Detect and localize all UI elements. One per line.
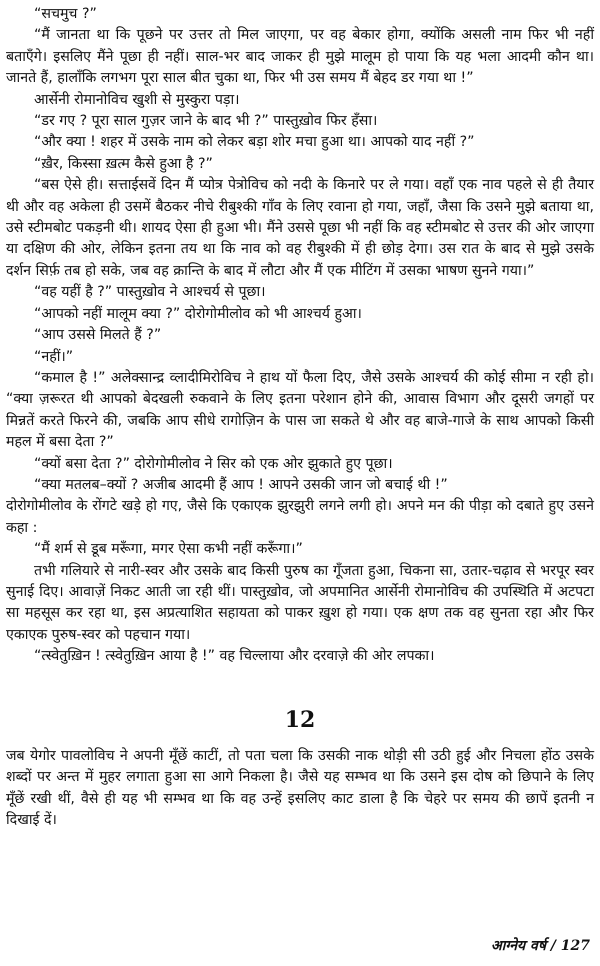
paragraph: “सचमुच ?” <box>34 6 97 22</box>
paragraph: “आपको नहीं मालूम क्या ?” दोरोगोमीलोव को भी आश्चर्य हुआ। <box>34 305 362 322</box>
paragraph: “आप उससे मिलते हैं ?” <box>34 327 162 344</box>
page-body <box>6 4 594 832</box>
paragraph: तभी गलियारे से नारी-स्वर और उसके बाद किसी पुरुष का गूँजता हुआ, चिकना सा, उतार-चढ़ाव से भरपूर स्वर सुनाई दिए। आवाज़ें निकट आती जा रही थीं। पास्तुख़ोव, जो अपमानित आर्सेनी रोमानोविच की उपस्थिति में अटपटा सा महसूस कर रहा था, इस अप्रत्याशित सहायता को पाकर ख़ुश हो गया। एक क्षण तक वह सुनता रहा और फिर एकाएक पुरुष-स्वर को पहचान गया। <box>6 562 594 643</box>
paragraph: “ख़ैर, किस्सा ख़त्म कैसे हुआ है ?” <box>34 155 213 172</box>
paragraph: “क्यों बसा देता ?” दोरोगोमीलोव ने सिर को एक ओर झुकाते हुए पूछा। <box>34 455 393 472</box>
paragraph: “और क्या ! शहर में उसके नाम को लेकर बड़ा शोर मचा हुआ था। आपको याद नहीं ?” <box>34 134 475 151</box>
paragraph: “डर गए ? पूरा साल गुज़र जाने के बाद भी ?” पास्तुख़ोव फिर हँसा। <box>34 113 378 130</box>
page-footer: आग्नेय वर्ष / 127 <box>491 938 590 954</box>
paragraph: आर्सेनी रोमानोविच खुशी से मुस्कुरा पड़ा। <box>34 91 240 108</box>
main-text <box>6 4 594 668</box>
chapter-text <box>6 746 594 832</box>
paragraph: जब येगोर पावलोविच ने अपनी मूँछें काटीं, तो पता चला कि उसकी नाक थोड़ी सी उठी हुई और निचला होंठ उसके शब्दों पर अन्त में मुहर लगाता हुआ सा आगे निकला है। जैसे यह सम्भव था कि उसने इस दोष को छिपाने के लिए मूँछें रखी थीं, वैसे ही यह भी सम्भव था कि वह उन्हें इसलिए काट डाला है कि चेहरे पर समय की छापें इतनी न दिखाई दें। <box>6 747 594 829</box>
paragraph: “कमाल है !” अलेक्सान्द्र व्लादीमिरोविच ने हाथ यों फैला दिए, जैसे उसके आश्चर्य की कोई सीमा न रही हो। “क्या ज़रूरत थी आपको बेदखली रुकवाने के लिए इतना परेशान होने की, आवास विभाग और दूसरी जगहों पर मिन्नतें करते फिरने की, जबकि आप सीधे रागोज़िन के पास जा सकते थे और वह बाजे-गाजे के साथ आपको किसी महल में बसा देता ?” <box>6 369 594 451</box>
paragraph: दोरोगोमीलोव के रोंगटे खड़े हो गए, जैसे कि एकाएक झुरझुरी लगने लगी हो। अपने मन की पीड़ा को दबाते हुए उसने कहा : <box>6 498 594 536</box>
paragraph: “त्स्वेतुख़िन ! त्स्वेतुख़िन आया है !” वह चिल्लाया और दरवाज़े की ओर लपका। <box>34 648 435 665</box>
chapter-heading: 12 <box>284 706 316 733</box>
paragraph: “नहीं।” <box>34 348 74 365</box>
paragraph: “वह यहीं है ?” पास्तुख़ोव ने आश्चर्य से पूछा। <box>34 284 266 301</box>
paragraph: “मैं जानता था कि पूछने पर उत्तर तो मिल जाएगा, पर वह बेकार होगा, क्योंकि असली नाम फिर भी नहीं बताएँगे। इसलिए मैंने पूछा ही नहीं। साल-भर बाद जाकर ही मुझे मालूम हो पाया कि यह भला आदमी कौन था। जानते हैं, हालाँकि लगभग पूरा साल बीत चुका था, फिर भी उस समय मैं बेहद डर गया था !” <box>6 27 594 87</box>
paragraph: “क्या मतलब–क्यों ? अजीब आदमी हैं आप ! आपने उसकी जान जो बचाई थी !” <box>34 476 448 493</box>
paragraph: “मैं शर्म से डूब मरूँगा, मगर ऐसा कभी नहीं करूँगा।” <box>34 541 303 558</box>
paragraph: “बस ऐसे ही। सत्ताईसवें दिन मैं प्योत्र पेत्रोविच को नदी के किनारे पर ले गया। वहाँ एक नाव पहले से ही तैयार थी और वह अकेला ही उसमें बैठकर नीचे रीबुश्की गाँव के लिए रवाना हो गया, जहाँ, जैसा कि उसने मुझे बताया था, उसे स्टीमबोट पकड़नी थी। शायद ऐसा ही हुआ भी। मैंने उससे पूछा भी नहीं कि वह स्टीमबोट से उत्तर की ओर जाएगा या दक्षिण की ओर, लेकिन इतना तय था कि नाव को वह रीबुश्की में ही छोड़ देगा। उस रात के बाद से मुझे उसके दर्शन सिर्फ़ तब हो सके, जब वह क्रान्ति के बाद में लौटा और मैं एक मीटिंग में उसका भाषण सुनने गया।” <box>6 177 594 279</box>
